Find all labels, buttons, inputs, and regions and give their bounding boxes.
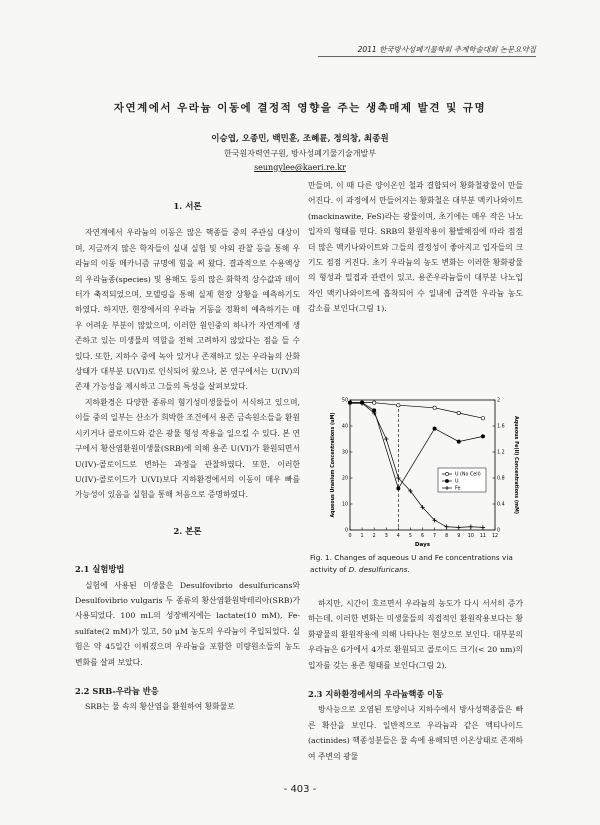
data-point xyxy=(444,525,448,529)
y-right-axis-label: Aqueous Fe(II) Concentrations (mM) xyxy=(513,416,518,514)
right-column-bottom xyxy=(308,596,523,764)
data-point xyxy=(372,401,375,404)
data-point xyxy=(457,440,460,443)
y-right-tick-label: 0.8 xyxy=(497,476,505,482)
intro-paragraph-1: 자연계에서 우라늄의 이동은 많은 핵종들 중의 주관심 대상이며, 지금까지 많은 학자들이 실내 실험 및 야외 관찰 등을 통해 우라늄의 이동 메카니즘 규명에 힘을 써 왔다. 결과적으로 수용액상의 우라늄종(species) 및 용해도 등의 많은 화학적 상수값과 데이터가 축적되었으며, 모델링을 통해 실제 현장 상황을 예측하기도 하였다. 하지만, 현장에서의 우라늄 거동을 정확히 예측하기는 매우 어려운 부분이 많았으며, 이러한 원인중의 하나가 자연계에 생존하고 있는 미생물의 역할을 전혀 고려하지 않았다는 점을 들 수 있다. 또한, 지하수 중에 녹아 있거나 존재하고 있는 우라늄의 산화상태가 대부분 U(VI)로 인식되어 왔으나, 본 연구에서는 U(IV)의 존재 가능성을 제시하고 그들의 특성을 살펴보았다. xyxy=(75,228,300,392)
data-point xyxy=(433,406,436,409)
y-right-tick-label: 0.4 xyxy=(497,502,505,508)
y-left-tick-label: 0 xyxy=(344,528,348,534)
x-tick-label: 4 xyxy=(396,534,400,539)
y-left-tick-label: 20 xyxy=(341,476,348,482)
subsection-heading-2-2: 2.2 SRB-우라늄 반응 xyxy=(75,685,159,696)
legend-marker xyxy=(445,479,448,482)
migration-paragraph: 방사능으로 오염된 토양이나 지하수에서 방사성핵종들은 빠른 확산을 보인다. 일반적으로 우라늄과 같은 액티나이드(actinides) 핵종성분들은 물 속에 용해되면 이온상태로 존재하여 주변의 광물 xyxy=(308,705,523,761)
section-heading-body: 2. 본론 xyxy=(173,526,202,537)
x-axis-label: Days xyxy=(414,542,431,548)
y-left-tick-label: 50 xyxy=(341,398,348,404)
legend-label: Fe xyxy=(455,486,461,492)
data-point xyxy=(481,525,485,529)
x-tick-label: 6 xyxy=(420,534,425,539)
email-link[interactable]: seungylee@kaeri.re.kr xyxy=(254,163,346,172)
left-column xyxy=(75,200,300,715)
section-heading-intro: 1. 서론 xyxy=(173,202,202,212)
data-point xyxy=(481,417,484,420)
right-paragraph-2: 하지만, 시간이 흐르면서 우라늄의 농도가 다시 서서히 증가하는데, 이러한 변화는 미생물들의 직접적인 환원작용보다는 황화광물의 환원작용에 의해 나타나는 현상으로 보인다. 대부분의 우라늄은 6가에서 4가로 환원되고 콜로이드 크기(< 20 nm)의 입자를 갖는 용존 형태를 보인다(그림 2). xyxy=(308,599,523,670)
caption-text: Fig. 1. Changes of aqueous U and Fe concentrations via activity of xyxy=(310,553,513,574)
caption-species: D. desulfuricans xyxy=(348,565,408,574)
conference-header: 2011 한국방사성폐기물학회 추계학술대회 논문요약집 xyxy=(357,45,536,54)
legend-label: U xyxy=(455,479,459,485)
figure-1-caption xyxy=(310,552,525,576)
x-tick-label: 11 xyxy=(479,534,486,539)
author-list: 이승엽, 오종민, 백민훈, 조혜륜, 정의창, 최종원 xyxy=(211,134,389,144)
series-line-2 xyxy=(350,403,483,527)
y-right-tick-label: 2 xyxy=(497,398,501,404)
x-tick-label: 3 xyxy=(384,534,388,539)
right-paragraph-1: 만들며, 이 때 다른 양이온인 철과 결합되어 황화철광물이 만들어진다. 이 과정에서 만들어지는 황화철은 대부분 맥키나와이트(mackinawite, FeS)라는 광물이며, 초기에는 매우 작은 나노입자의 형태를 띤다. SRB의 환원작용이 활발해짐에 따라 점점 더 많은 맥키나와이트와 그들의 결정성이 좋아지고 입자들의 크기도 점점 커진다. 초기 우라늄의 농도 변화는 이러한 황화광물의 형성과 밀접과 관련이 있고, 용존우라늄들이 대부분 나노입자인 맥키나와이트에 흡착되어 수 일내에 급격한 우라늄 농도 감소를 보인다(그림 1). xyxy=(308,181,523,314)
figure-1-chart xyxy=(310,390,523,550)
x-tick-label: 8 xyxy=(445,534,449,539)
affiliation: 한국원자력연구원, 방사성폐기물기술개발부 xyxy=(224,149,376,158)
header-rule xyxy=(318,56,536,57)
data-point xyxy=(457,525,461,529)
y-right-tick-label: 0 xyxy=(497,528,501,534)
x-tick-label: 10 xyxy=(467,534,474,539)
data-point xyxy=(397,487,400,490)
paper-title: 자연계에서 우라늄 이동에 결정적 영향을 주는 생촉매제 발견 및 규명 xyxy=(113,102,487,114)
intro-paragraph-2: 지하환경은 다양한 종류의 혐기성미생물들이 서식하고 있으며, 이들 중의 일부는 산소가 희박한 조건에서 용존 금속원소들을 환원시키거나 콜로이드와 같은 광물 형성 작용을 일으킬 수 있다. 본 연구에서 황산염환원미생물(SRB)에 의해 용존 U(VI)가 환원되면서 U(IV)-콜로이드로 변하는 과정을 관찰하였다. 또한, 이러한 U(IV)-콜로이드가 U(VI)보다 지하환경에서의 이동이 매우 빠를 가능성이 있음을 실험을 통해 처음으로 증명하였다. xyxy=(75,397,300,500)
x-tick-label: 5 xyxy=(408,534,412,539)
data-point xyxy=(457,411,460,414)
legend-label: U (No Cell) xyxy=(455,472,481,478)
y-right-tick-label: 1.6 xyxy=(497,424,505,430)
data-point xyxy=(433,427,436,430)
x-tick-label: 0 xyxy=(348,534,352,539)
legend-marker xyxy=(445,472,448,475)
series-line-0 xyxy=(350,403,483,419)
x-tick-label: 9 xyxy=(457,534,461,539)
caption-end: . xyxy=(407,565,410,574)
subsection-heading-2-1: 2.1 실험방법 xyxy=(75,564,125,575)
x-tick-label: 12 xyxy=(491,534,499,539)
data-point xyxy=(384,437,388,441)
y-left-tick-label: 30 xyxy=(341,450,348,456)
data-point xyxy=(397,404,400,407)
x-tick-label: 1 xyxy=(360,534,364,539)
data-point xyxy=(481,435,484,438)
y-right-tick-label: 1.2 xyxy=(497,450,505,456)
x-tick-label: 7 xyxy=(433,534,437,539)
data-point xyxy=(469,525,473,529)
subsection-heading-2-3: 2.3 지하환경에서의 우라늄핵종 이동 xyxy=(308,689,444,700)
srb-paragraph: SRB는 물 속의 황산염을 환원하여 황화물로 xyxy=(85,702,235,712)
x-tick-label: 2 xyxy=(372,534,376,539)
methods-paragraph: 실험에 사용된 미생물은 Desulfovibrio desulfuricans와 Desulfovibrio vulgaris 두 종류의 황산염환원박테리아(SRB)가 사용되었다. 100 mL의 성장배지에는 lactate(10 mM), Fe-sulfate(2 mM)가 있고, 50 μM 농도의 우라늄이 주입되었다. 실험은 약 45일간 이뤄졌으며 우라늄을 포함한 미량원소들의 농도 변화를 살펴 보았다. xyxy=(75,580,300,667)
y-left-tick-label: 10 xyxy=(341,502,348,508)
y-left-tick-label: 40 xyxy=(341,424,348,430)
plot-frame xyxy=(350,400,495,530)
right-column-top xyxy=(308,178,523,317)
page-number: - 403 - xyxy=(283,784,317,795)
y-left-axis-label: Aqueous Uranium Concentrations (uM) xyxy=(331,412,336,518)
